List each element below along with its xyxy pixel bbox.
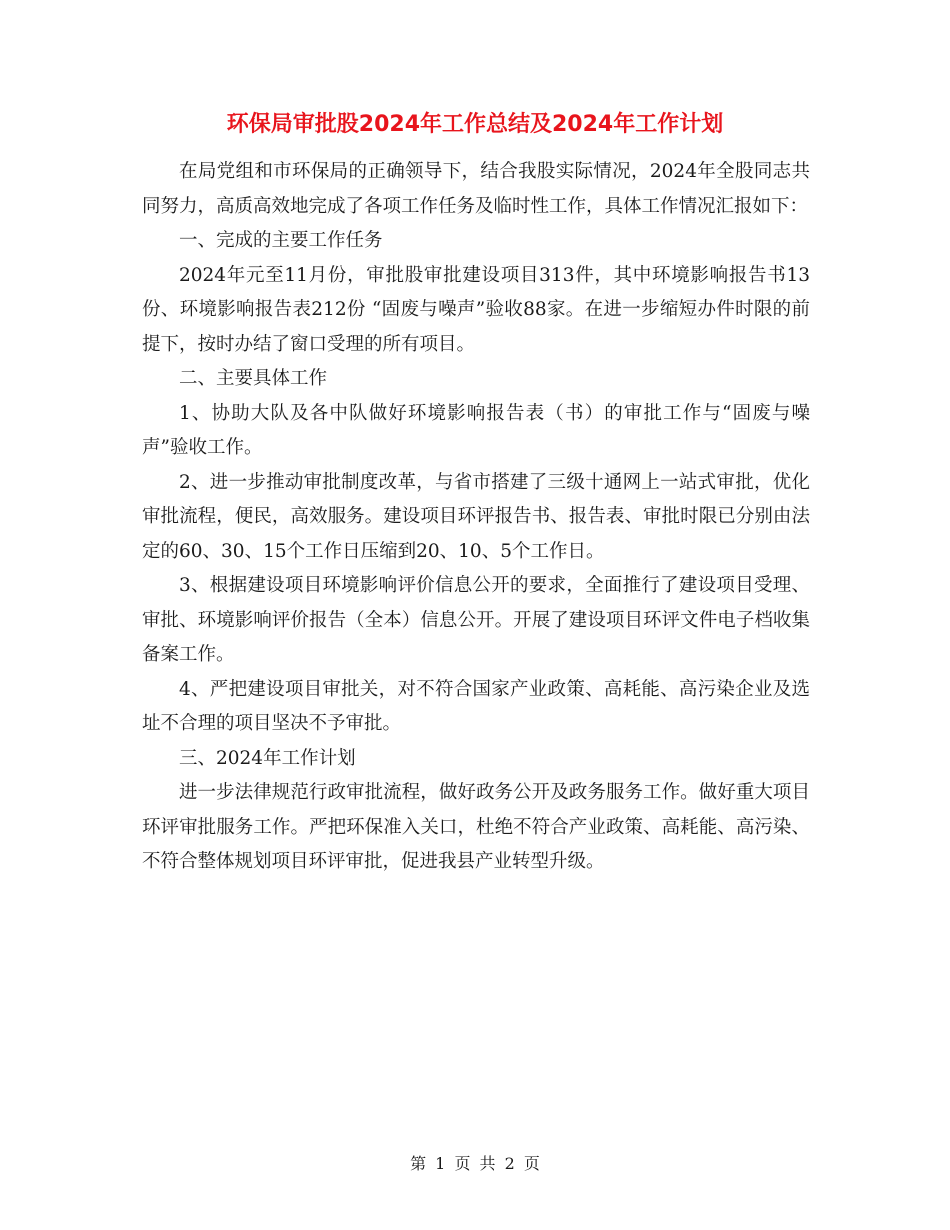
- paragraph-intro: 在局党组和市环保局的正确领导下，结合我股实际情况，2024年全股同志共同努力，高质高效地完成了各项工作任务及临时性工作，具体工作情况汇报如下：: [142, 161, 810, 217]
- section-heading-2: 二、主要具体工作: [179, 368, 328, 389]
- document-body: [142, 155, 810, 880]
- section-heading-1: 一、完成的主要工作任务: [179, 230, 383, 251]
- paragraph-plan: 进一步法律规范行政审批流程，做好政务公开及政务服务工作。做好重大项目环评审批服务工作。严把环保准入关口，杜绝不符合产业政策、高耗能、高污染、不符合整体规划项目环评审批，促进我县产业转型升级。: [142, 782, 810, 872]
- paragraph-summary: 2024年元至11月份，审批股审批建设项目313件，其中环境影响报告书13份、环境影响报告表212份 “固废与噪声”验收88家。在进一步缩短办件时限的前提下，按时办结了窗口受理的所有项目。: [142, 264, 810, 355]
- paragraph-item-3: 3、根据建设项目环境影响评价信息公开的要求，全面推行了建设项目受理、审批、环境影响评价报告（全本）信息公开。开展了建设项目环评文件电子档收集备案工作。: [142, 575, 810, 665]
- document-title: 环保局审批股2024年工作总结及2024年工作计划: [226, 112, 724, 137]
- paragraph-item-2: 2、进一步推动审批制度改革，与省市搭建了三级十通网上一站式审批，优化审批流程，便民，高效服务。建设项目环评报告书、报告表、审批时限已分别由法定的60、30、15个工作日压缩到20、10、5个工作日。: [142, 471, 810, 562]
- paragraph-item-4: 4、严把建设项目审批关，对不符合国家产业政策、高耗能、高污染企业及选址不合理的项目坚决不予审批。: [142, 678, 810, 734]
- paragraph-item-1: 1、协助大队及各中队做好环境影响报告表（书）的审批工作与“固废与噪声”验收工作。: [142, 402, 810, 458]
- page-number-footer: 第 1 页 共 2 页: [410, 1154, 540, 1173]
- section-heading-3: 三、2024年工作计划: [179, 747, 356, 769]
